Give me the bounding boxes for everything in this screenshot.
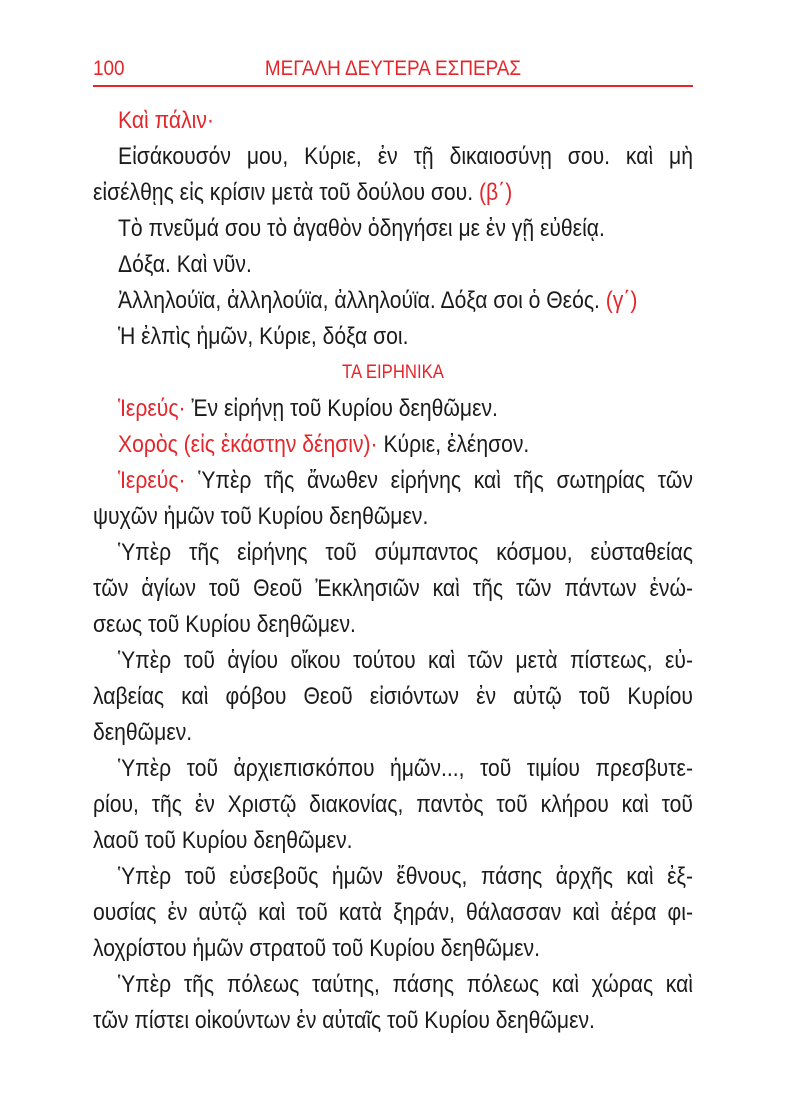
page-number: 100 xyxy=(93,57,125,80)
litany-line xyxy=(93,679,693,715)
rubric: Καὶ πάλιν· xyxy=(118,107,214,134)
verse-line xyxy=(93,175,693,211)
litany-line xyxy=(93,931,693,967)
verse-text: Τὸ πνεῦμά σου τὸ ἀγαθὸν ὁδηγήσει με ἐν γῇ εὐθείᾳ. xyxy=(118,215,605,242)
litany-text: δεηθῶμεν. xyxy=(93,719,193,746)
litany-text: ουσίας ἐν αὐτῷ καὶ τοῦ κατὰ ξηράν, θάλασσαν καὶ ἀέρα φι- xyxy=(93,899,693,926)
litany-line xyxy=(93,643,693,679)
running-title: ΜΕΓΑΛΗ ΔΕΥΤΕΡΑ ΕΣΠΕΡΑΣ xyxy=(264,57,522,80)
speaker-rubric: Ἱερεύς· xyxy=(118,395,186,422)
litany-text: Ἐν εἰρήνῃ τοῦ Κυρίου δεηθῶμεν. xyxy=(191,395,498,422)
litany-line xyxy=(93,787,693,823)
litany-text: ρίου, τῆς ἐν Χριστῷ διακονίας, παντὸς τοῦ κλήρου καὶ τοῦ xyxy=(93,791,693,818)
verse-text: εἰσέλθῃς εἰς κρίσιν μετὰ τοῦ δούλου σου. xyxy=(93,179,474,206)
running-head xyxy=(93,54,693,84)
litany-line xyxy=(93,715,693,751)
litany-line xyxy=(93,427,693,463)
speaker-rubric: Ἱερεύς· xyxy=(118,467,186,494)
repeat-mark: (γ΄) xyxy=(605,287,638,314)
litany-text: Κύριε, ἐλέησον. xyxy=(383,431,530,458)
litany-line xyxy=(93,571,693,607)
litany-text: Ὑπὲρ τοῦ εὐσεβοῦς ἡμῶν ἔθνους, πάσης ἀρχῆς καὶ ἐξ- xyxy=(118,863,693,890)
rubric-line xyxy=(93,103,693,139)
litany-text: λοχρίστου ἡμῶν στρατοῦ τοῦ Κυρίου δεηθῶμεν. xyxy=(93,935,540,962)
litany-line xyxy=(93,859,693,895)
litany-text: Ὑπὲρ τῆς πόλεως ταύτης, πάσης πόλεως καὶ χώρας καὶ xyxy=(118,971,693,998)
litany-line xyxy=(93,895,693,931)
litany-line xyxy=(93,1003,693,1039)
repeat-mark: (β΄) xyxy=(478,179,513,206)
section-title-text: ΤΑ ΕΙΡΗΝΙΚΑ xyxy=(342,362,444,383)
litany-line xyxy=(93,499,693,535)
litany-text: Ὑπὲρ τοῦ ἀρχιεπισκόπου ἡμῶν..., τοῦ τιμίου πρεσβυτε- xyxy=(118,755,693,782)
litany-line xyxy=(93,607,693,643)
verse-line xyxy=(93,283,693,319)
verse-line xyxy=(93,211,693,247)
litany-line xyxy=(93,967,693,1003)
litany-line xyxy=(93,463,693,499)
verse-line xyxy=(93,139,693,175)
verse-text: Εἰσάκουσόν μου, Κύριε, ἐν τῇ δικαιοσύνῃ σου. καὶ μὴ xyxy=(118,143,693,170)
litany-text: τῶν πίστει οἰκούντων ἐν αὐταῖς τοῦ Κυρίου δεηθῶμεν. xyxy=(93,1007,595,1034)
litany-text: σεως τοῦ Κυρίου δεηθῶμεν. xyxy=(93,611,356,638)
section-title xyxy=(93,355,693,391)
verse-text: Ἡ ἐλπὶς ἡμῶν, Κύριε, δόξα σοι. xyxy=(118,323,409,350)
litany-text: λαοῦ τοῦ Κυρίου δεηθῶμεν. xyxy=(93,827,353,854)
litany-text: λαβείας καὶ φόβου Θεοῦ εἰσιόντων ἐν αὐτῷ τοῦ Κυρίου xyxy=(93,683,693,710)
verse-line xyxy=(93,319,693,355)
litany-line xyxy=(93,823,693,859)
litany-line xyxy=(93,751,693,787)
text-block xyxy=(93,103,693,1039)
verse-line xyxy=(93,247,693,283)
header-rule xyxy=(93,85,693,87)
verse-text: Ἀλληλούϊα, ἀλληλούϊα, ἀλληλούϊα. Δόξα σοι ὁ Θεός. xyxy=(118,287,600,314)
litany-text: Ὑπὲρ τοῦ ἁγίου οἴκου τούτου καὶ τῶν μετὰ πίστεως, εὐ- xyxy=(118,647,693,674)
litany-line xyxy=(93,535,693,571)
litany-text: Ὑπὲρ τῆς ἄνωθεν εἰρήνης καὶ τῆς σωτηρίας τῶν xyxy=(198,467,693,494)
litany-text: ψυχῶν ἡμῶν τοῦ Κυρίου δεηθῶμεν. xyxy=(93,503,429,530)
verse-text: Δόξα. Καὶ νῦν. xyxy=(118,251,252,278)
litany-text: τῶν ἁγίων τοῦ Θεοῦ Ἐκκλησιῶν καὶ τῆς τῶν πάντων ἑνώ- xyxy=(93,575,693,602)
speaker-rubric: Χορὸς (εἰς ἑκάστην δέησιν)· xyxy=(118,431,378,458)
litany-text: Ὑπὲρ τῆς εἰρήνης τοῦ σύμπαντος κόσμου, εὐσταθείας xyxy=(118,539,693,566)
litany-line xyxy=(93,391,693,427)
